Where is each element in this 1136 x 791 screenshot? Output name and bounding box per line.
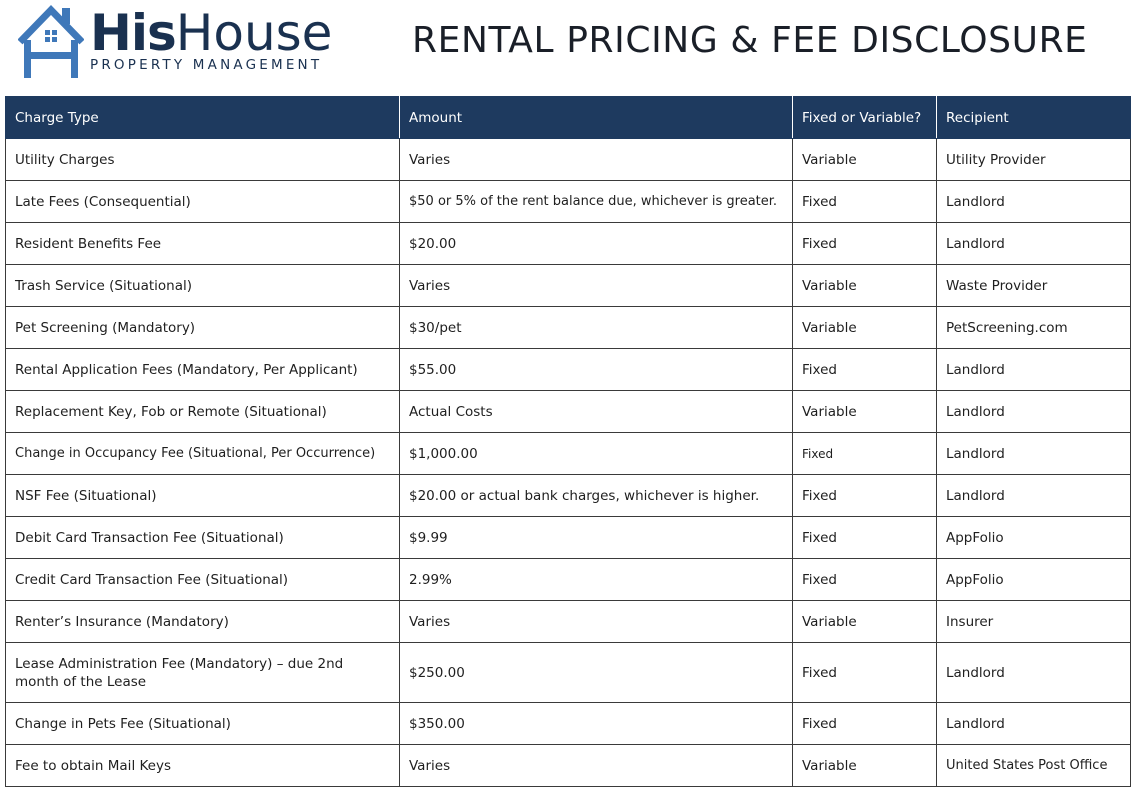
fixed-variable-cell: Fixed [793, 433, 937, 475]
amount-cell: $55.00 [400, 349, 793, 391]
charge-type-cell: Pet Screening (Mandatory) [6, 307, 400, 349]
recipient-cell: Landlord [937, 703, 1131, 745]
charge-type-cell: Trash Service (Situational) [6, 265, 400, 307]
table-header-row [6, 97, 1131, 139]
amount-cell: Varies [400, 601, 793, 643]
amount-cell: $30/pet [400, 307, 793, 349]
fixed-variable-cell: Variable [793, 391, 937, 433]
header-amount: Amount [400, 97, 793, 139]
recipient-cell: Landlord [937, 475, 1131, 517]
charge-type-cell: Change in Occupancy Fee (Situational, Per Occurrence) [6, 433, 400, 475]
amount-cell: Varies [400, 745, 793, 787]
logo-wordmark [90, 2, 332, 64]
charge-type-cell: Credit Card Transaction Fee (Situational) [6, 559, 400, 601]
amount-cell: $9.99 [400, 517, 793, 559]
table-row [6, 643, 1131, 703]
amount-cell: Varies [400, 265, 793, 307]
recipient-cell: Insurer [937, 601, 1131, 643]
table-row [6, 559, 1131, 601]
table-row [6, 703, 1131, 745]
amount-cell: $20.00 [400, 223, 793, 265]
recipient-cell: AppFolio [937, 559, 1131, 601]
recipient-cell: United States Post Office [937, 745, 1131, 787]
recipient-cell: Landlord [937, 223, 1131, 265]
charge-type-cell: Renter’s Insurance (Mandatory) [6, 601, 400, 643]
fixed-variable-cell: Fixed [793, 349, 937, 391]
recipient-cell: Landlord [937, 181, 1131, 223]
amount-cell: $250.00 [400, 643, 793, 703]
fixed-variable-cell: Variable [793, 265, 937, 307]
charge-type-cell: Lease Administration Fee (Mandatory) – due 2nd month of the Lease [6, 643, 400, 703]
charge-type-cell: Resident Benefits Fee [6, 223, 400, 265]
charge-type-cell: Fee to obtain Mail Keys [6, 745, 400, 787]
fixed-variable-cell: Variable [793, 601, 937, 643]
amount-cell: $1,000.00 [400, 433, 793, 475]
amount-cell: $20.00 or actual bank charges, whichever is higher. [400, 475, 793, 517]
charge-type-cell: NSF Fee (Situational) [6, 475, 400, 517]
table-row [6, 307, 1131, 349]
table-row [6, 349, 1131, 391]
logo-subtitle: PROPERTY MANAGEMENT [90, 57, 323, 73]
amount-cell: 2.99% [400, 559, 793, 601]
amount-cell: Varies [400, 139, 793, 181]
recipient-cell: PetScreening.com [937, 307, 1131, 349]
fixed-variable-cell: Fixed [793, 559, 937, 601]
amount-cell: $350.00 [400, 703, 793, 745]
fixed-variable-cell: Fixed [793, 517, 937, 559]
table-row [6, 517, 1131, 559]
amount-cell: $50 or 5% of the rent balance due, whichever is greater. [400, 181, 793, 223]
fixed-variable-cell: Fixed [793, 475, 937, 517]
charge-type-cell: Debit Card Transaction Fee (Situational) [6, 517, 400, 559]
fixed-variable-cell: Variable [793, 307, 937, 349]
table-row [6, 265, 1131, 307]
amount-cell: Actual Costs [400, 391, 793, 433]
recipient-cell: AppFolio [937, 517, 1131, 559]
charge-type-cell: Utility Charges [6, 139, 400, 181]
fee-table-container [5, 96, 1130, 787]
fee-table [5, 96, 1131, 787]
table-row [6, 139, 1131, 181]
recipient-cell: Landlord [937, 643, 1131, 703]
recipient-cell: Landlord [937, 349, 1131, 391]
table-row [6, 475, 1131, 517]
recipient-cell: Waste Provider [937, 265, 1131, 307]
header-charge-type: Charge Type [6, 97, 400, 139]
table-row [6, 391, 1131, 433]
recipient-cell: Landlord [937, 433, 1131, 475]
fixed-variable-cell: Fixed [793, 703, 937, 745]
house-logo-icon [18, 4, 84, 80]
header-recipient: Recipient [937, 97, 1131, 139]
table-row [6, 223, 1131, 265]
charge-type-cell: Late Fees (Consequential) [6, 181, 400, 223]
charge-type-cell: Rental Application Fees (Mandatory, Per Applicant) [6, 349, 400, 391]
charge-type-cell: Change in Pets Fee (Situational) [6, 703, 400, 745]
fixed-variable-cell: Variable [793, 745, 937, 787]
fixed-variable-cell: Fixed [793, 643, 937, 703]
fixed-variable-cell: Fixed [793, 223, 937, 265]
table-row [6, 181, 1131, 223]
header-fixed-or-variable: Fixed or Variable? [793, 97, 937, 139]
table-row [6, 433, 1131, 475]
logo-house-text: House [175, 4, 333, 62]
fixed-variable-cell: Variable [793, 139, 937, 181]
fixed-variable-cell: Fixed [793, 181, 937, 223]
recipient-cell: Landlord [937, 391, 1131, 433]
recipient-cell: Utility Provider [937, 139, 1131, 181]
page-title: RENTAL PRICING & FEE DISCLOSURE [412, 20, 1088, 61]
table-row [6, 745, 1131, 787]
company-logo [18, 4, 358, 80]
charge-type-cell: Replacement Key, Fob or Remote (Situational) [6, 391, 400, 433]
logo-his-text: His [90, 4, 176, 62]
page-header [0, 0, 1136, 90]
table-row [6, 601, 1131, 643]
